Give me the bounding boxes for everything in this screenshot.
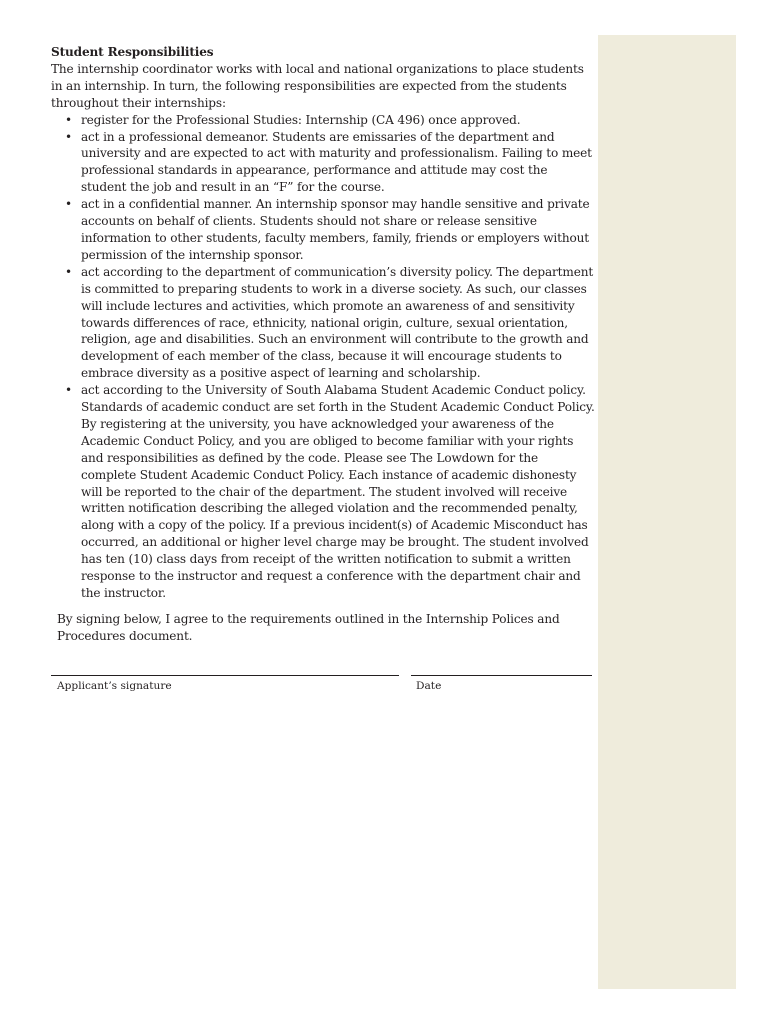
list-item: • act according to the department of communication’s diversity policy. The department is committed to preparing students to work in a diverse society. As such, our classes will include lectures and activities, which promote an awareness of and sensitivity towards differences of race, ethnicity, national origin, culture, sexual orientation, religion, age and disabilities. Such an environment will contribute to the growth and development of each member of the class, because it will encourage students to embrace diversity as a positive aspect of learning and scholarship. xyxy=(81,264,596,382)
student-responsibilities-section xyxy=(51,44,596,602)
date-label: Date xyxy=(416,680,442,692)
date-signature-line[interactable] xyxy=(411,675,592,676)
section-heading: Student Responsibilities xyxy=(51,45,214,59)
applicant-signature-line[interactable] xyxy=(51,675,399,676)
responsibilities-list xyxy=(51,112,596,602)
section-intro: The internship coordinator works with local and national organizations to place students in an internship. In turn, the following responsibilities are expected from the students throughout their internships: xyxy=(51,61,584,110)
list-item: • act according to the University of South Alabama Student Academic Conduct policy. Standards of academic conduct are set forth in the Student Academic Conduct Policy. By registering at the university, you have acknowledged your awareness of the Academic Conduct Policy, and you are obliged to become familiar with your rights and responsibilities as defined by the code. Please see The Lowdown for the complete Student Academic Conduct Policy. Each instance of academic dishonesty will be reported to the chair of the department. The student involved will receive written notification describing the alleged violation and the recommended penalty, along with a copy of the policy. If a previous incident(s) of Academic Misconduct has occurred, an additional or higher level charge may be brought. The student involved has ten (10) class days from receipt of the written notification to submit a written response to the instructor and request a conference with the department chair and the instructor. xyxy=(81,382,596,602)
agreement-statement: By signing below, I agree to the requirements outlined in the Internship Polices and Procedures document. xyxy=(57,612,560,643)
sidebar-panel xyxy=(598,35,736,989)
applicant-signature-label: Applicant’s signature xyxy=(57,680,172,692)
list-item: • act in a confidential manner. An internship sponsor may handle sensitive and private accounts on behalf of clients. Students should not share or release sensitive information to other students, faculty members, family, friends or employers without permission of the internship sponsor. xyxy=(81,196,596,264)
list-item: • register for the Professional Studies: Internship (CA 496) once approved. xyxy=(81,112,596,129)
list-item: • act in a professional demeanor. Students are emissaries of the department and university and are expected to act with maturity and professionalism. Failing to meet professional standards in appearance, performance and attitude may cost the student the job and result in an “F” for the course. xyxy=(81,129,596,197)
